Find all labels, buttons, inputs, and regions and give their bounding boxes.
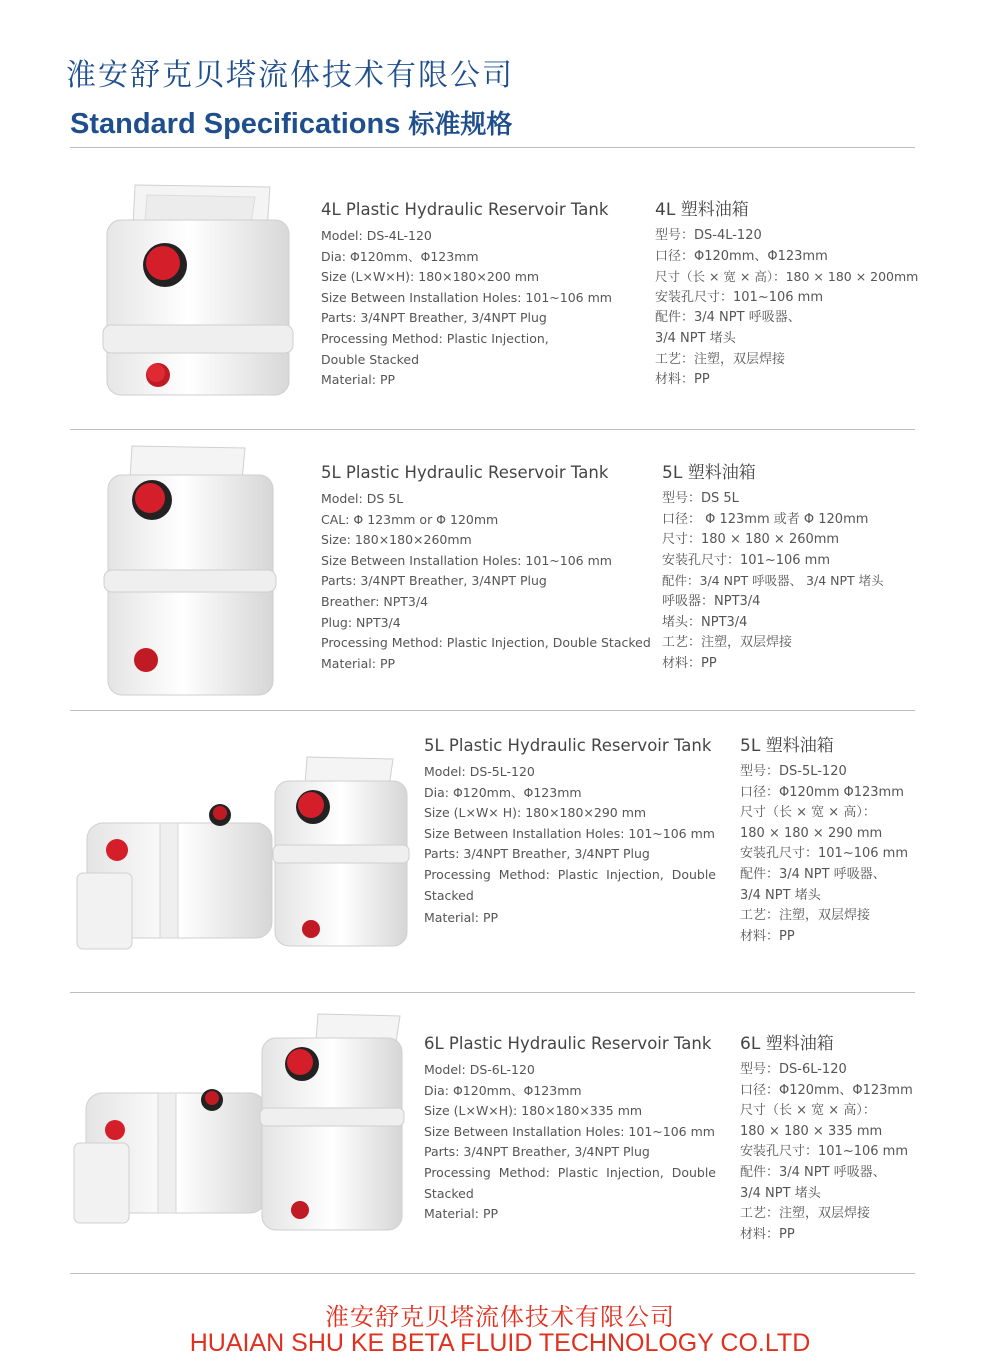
spec-line: 3/4 NPT 堵头 bbox=[740, 1185, 821, 1201]
spec-line: 3/4 NPT 堵头 bbox=[740, 887, 821, 903]
footer-company-en: HUAIAN SHU KE BETA FLUID TECHNOLOGY CO.LTD bbox=[189, 1329, 811, 1357]
spec-line: Processing Method: Plastic Injection, bbox=[321, 330, 549, 346]
spec-line: 材料：PP bbox=[740, 1226, 795, 1242]
tank-4l-image bbox=[95, 175, 305, 415]
spec-line: 180 × 180 × 335 mm bbox=[740, 1123, 883, 1139]
spec-title-cn: 5L 塑料油箱 bbox=[740, 736, 834, 756]
spec-line: 尺寸（长 × 宽 × 高）： bbox=[740, 1103, 876, 1119]
spec-line: 3/4 NPT 堵头 bbox=[655, 330, 736, 346]
spec-line: 材料：PP bbox=[662, 655, 717, 671]
spec-line: Material: PP bbox=[424, 1206, 499, 1222]
section-divider bbox=[70, 429, 915, 430]
spec-line: 配件：3/4 NPT 呼吸器、 bbox=[740, 866, 886, 882]
spec-line: 口径：Φ120mm、Φ123mm bbox=[740, 1082, 913, 1098]
spec-line: Size: 180×180×260mm bbox=[321, 532, 472, 548]
spec-line: Parts: 3/4NPT Breather, 3/4NPT Plug bbox=[424, 1144, 650, 1160]
spec-line: 工艺：注塑，双层焊接 bbox=[740, 908, 871, 924]
spec-line: 180 × 180 × 290 mm bbox=[740, 825, 883, 841]
spec-line: 口径：Φ120mm Φ123mm bbox=[740, 784, 904, 800]
spec-cn-6l bbox=[740, 1033, 980, 1245]
spec-line: 安装孔尺寸：101~106 mm bbox=[740, 1144, 908, 1160]
spec-line: 安装孔尺寸：101~106 mm bbox=[662, 552, 830, 568]
spec-cn-5l bbox=[662, 462, 962, 674]
spec-en-5l-120 bbox=[424, 735, 716, 929]
spec-line: Size (L×W× H): 180×180×290 mm bbox=[424, 805, 647, 821]
spec-title-en: 5L Plastic Hydraulic Reservoir Tank bbox=[424, 736, 712, 755]
spec-line: 工艺：注塑，双层焊接 bbox=[662, 635, 793, 651]
spec-en-5l bbox=[321, 462, 651, 674]
spec-line: Model: DS-6L-120 bbox=[424, 1062, 535, 1077]
spec-line: Parts: 3/4NPT Breather, 3/4NPT Plug bbox=[321, 310, 547, 326]
tank-5l-image bbox=[100, 440, 280, 700]
tank-6l-image bbox=[70, 1008, 410, 1238]
section-divider bbox=[70, 992, 915, 993]
spec-line: Size (L×W×H): 180×180×200 mm bbox=[321, 269, 540, 285]
spec-line: 型号：DS 5L bbox=[662, 491, 739, 506]
page-title-en: Standard Specifications bbox=[70, 108, 401, 140]
spec-line: 工艺：注塑，双层焊接 bbox=[655, 351, 786, 367]
spec-line: Size Between Installation Holes: 101~106 mm bbox=[424, 1123, 715, 1139]
spec-line: 尺寸：180 × 180 × 260mm bbox=[662, 532, 840, 548]
spec-line: Dia: Φ120mm、Φ123mm bbox=[321, 248, 479, 264]
spec-line: Model: DS-4L-120 bbox=[321, 228, 432, 243]
spec-line: 配件：3/4 NPT 呼吸器、 3/4 NPT 堵头 bbox=[662, 573, 884, 589]
spec-title-en: 4L Plastic Hydraulic Reservoir Tank bbox=[321, 200, 609, 219]
spec-line: Processing Method: Plastic Injection, Double Stacked bbox=[424, 866, 716, 903]
spec-line: Size (L×W×H): 180×180×335 mm bbox=[424, 1103, 643, 1119]
spec-line: 配件：3/4 NPT 呼吸器、 bbox=[740, 1164, 886, 1180]
spec-line: Material: PP bbox=[321, 372, 396, 388]
spec-line: CAL: Φ 123mm or Φ 120mm bbox=[321, 511, 499, 527]
spec-line: Plug: NPT3/4 bbox=[321, 614, 401, 630]
spec-line: Processing Method: Plastic Injection, Double Stacked bbox=[321, 635, 651, 651]
spec-line: 尺寸（长 × 宽 × 高）： bbox=[740, 805, 876, 821]
spec-line: 工艺：注塑，双层焊接 bbox=[740, 1206, 871, 1222]
spec-title-en: 5L Plastic Hydraulic Reservoir Tank bbox=[321, 463, 609, 482]
spec-line: Model: DS-5L-120 bbox=[424, 764, 535, 779]
spec-line: Parts: 3/4NPT Breather, 3/4NPT Plug bbox=[321, 573, 547, 589]
spec-line: 口径：Φ120mm、Φ123mm bbox=[655, 248, 828, 264]
spec-title-cn: 4L 塑料油箱 bbox=[655, 200, 749, 220]
spec-line: 口径： Φ 123mm 或者 Φ 120mm bbox=[662, 511, 869, 527]
spec-cn-4l bbox=[655, 199, 955, 391]
company-name-cn: 淮安舒克贝塔流体技术有限公司 bbox=[66, 58, 514, 93]
spec-line: Material: PP bbox=[424, 910, 499, 926]
spec-line: 安装孔尺寸：101~106 mm bbox=[655, 289, 823, 305]
spec-line: 材料：PP bbox=[740, 928, 795, 944]
spec-en-4l bbox=[321, 199, 641, 391]
header-divider bbox=[70, 147, 915, 148]
spec-line: 材料：PP bbox=[655, 372, 710, 388]
spec-line: Model: DS 5L bbox=[321, 491, 404, 506]
spec-line: 配件：3/4 NPT 呼吸器、 bbox=[655, 310, 801, 326]
spec-line: 呼吸器：NPT3/4 bbox=[662, 593, 761, 609]
page-title bbox=[70, 104, 512, 141]
section-divider bbox=[70, 710, 915, 711]
spec-en-6l bbox=[424, 1033, 716, 1225]
footer-company-cn: 淮安舒克贝塔流体技术有限公司 bbox=[325, 1303, 675, 1331]
spec-cn-5l-120 bbox=[740, 735, 980, 947]
spec-line: 尺寸（长 × 宽 × 高）：180 × 180 × 200mm bbox=[655, 269, 919, 285]
spec-line: 型号：DS-6L-120 bbox=[740, 1062, 847, 1077]
spec-line: Material: PP bbox=[321, 655, 396, 671]
spec-line: Parts: 3/4NPT Breather, 3/4NPT Plug bbox=[424, 846, 650, 862]
spec-line: Dia: Φ120mm、Φ123mm bbox=[424, 1082, 582, 1098]
spec-line: Size Between Installation Holes: 101~106 mm bbox=[424, 825, 715, 841]
spec-title-cn: 5L 塑料油箱 bbox=[662, 463, 756, 483]
spec-line: 堵头：NPT3/4 bbox=[662, 614, 748, 630]
footer-divider bbox=[70, 1273, 915, 1274]
spec-line: Double Stacked bbox=[321, 351, 420, 367]
spec-line: Processing Method: Plastic Injection, Double Stacked bbox=[424, 1164, 716, 1201]
spec-line: Size Between Installation Holes: 101~106 mm bbox=[321, 289, 612, 305]
spec-line: Breather: NPT3/4 bbox=[321, 593, 429, 609]
spec-line: 型号：DS-4L-120 bbox=[655, 228, 762, 243]
page-title-cn: 标准规格 bbox=[408, 110, 513, 140]
spec-line: Dia: Φ120mm、Φ123mm bbox=[424, 784, 582, 800]
spec-line: Size Between Installation Holes: 101~106 mm bbox=[321, 552, 612, 568]
tank-5l-120-image bbox=[75, 745, 410, 955]
spec-line: 型号：DS-5L-120 bbox=[740, 764, 847, 779]
spec-title-cn: 6L 塑料油箱 bbox=[740, 1034, 834, 1054]
spec-line: 安装孔尺寸：101~106 mm bbox=[740, 846, 908, 862]
spec-title-en: 6L Plastic Hydraulic Reservoir Tank bbox=[424, 1034, 712, 1053]
